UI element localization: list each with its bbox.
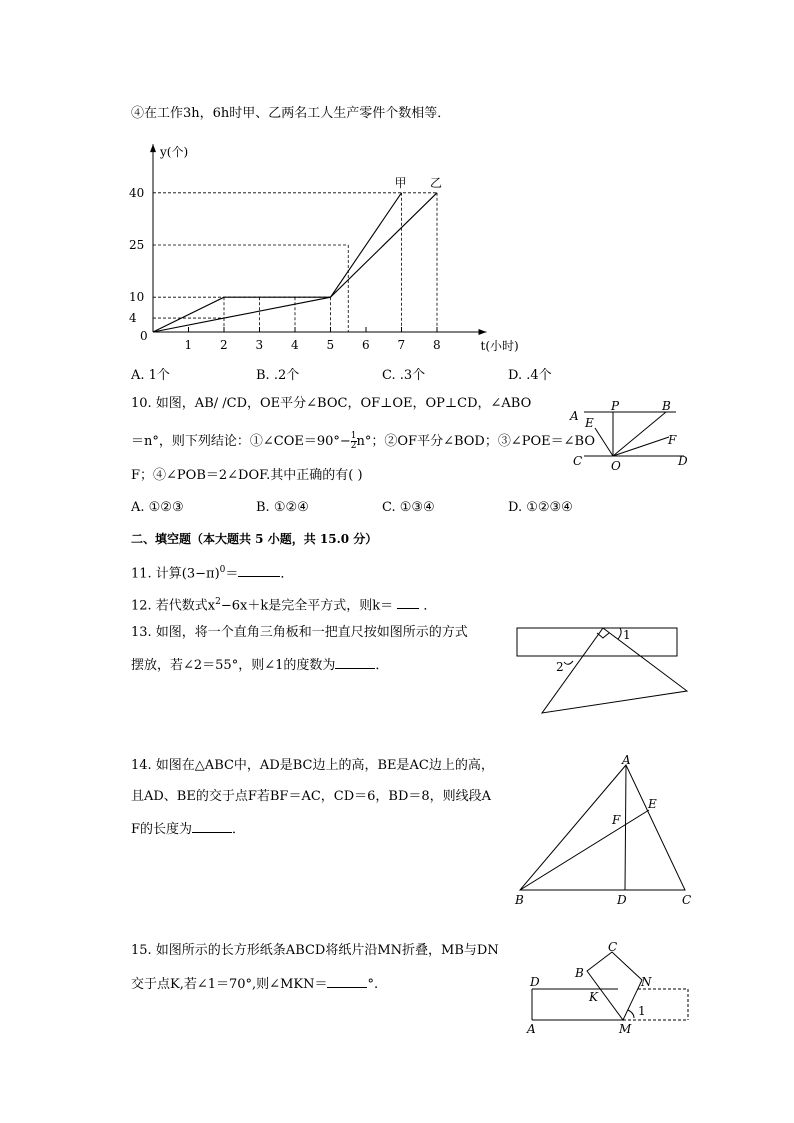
q9-statement-4: ④在工作3h，6h时甲、乙两名工人生产零件个数相等． <box>131 106 451 121</box>
q13-angle-2-label: 2 <box>556 660 564 674</box>
q12-answer-blank[interactable] <box>397 596 419 609</box>
series-label-yi: 乙 <box>430 175 443 190</box>
q9-option-a: A. 1个 <box>131 368 170 383</box>
y-tick-label: 40 <box>129 185 145 200</box>
x-tick-label: 5 <box>326 338 335 352</box>
q10-label-b: B <box>662 399 671 413</box>
q15-label-k: K <box>589 990 598 1004</box>
q13-answer-blank[interactable] <box>335 656 375 669</box>
x-tick-label: 4 <box>291 338 299 352</box>
q14-label-f: F <box>612 813 621 827</box>
q10-label-f: F <box>668 433 677 447</box>
q10-label-a: A <box>570 409 579 423</box>
q10-option-b: B. ①②④ <box>256 500 309 515</box>
x-tick-label: 6 <box>362 338 370 352</box>
q14-line-2: 且AD、BE的交于点F若BF＝AC，CD＝6，BD＝8，则线段A <box>131 789 492 804</box>
q13-figure <box>515 625 695 720</box>
x-tick-label: 1 <box>184 338 193 352</box>
q14-label-d: D <box>617 893 627 907</box>
q10-label-d: D <box>678 454 688 468</box>
q13-line-1: 13. 如图，将一个直角三角板和一把直尺按如图所示的方式 <box>131 625 468 640</box>
q15-label-a: A <box>527 1022 536 1036</box>
origin-label: 0 <box>140 329 148 343</box>
q14-line-1: 14. 如图在△ABC中，AD是BC边上的高，BE是AC边上的高， <box>131 758 494 773</box>
q9-option-b: B. .2个 <box>256 368 300 383</box>
q9-option-c: C. .3个 <box>382 368 426 383</box>
q10-label-p: P <box>611 399 620 413</box>
series-label-jia: 甲 <box>394 175 407 190</box>
q14-answer-blank[interactable] <box>192 820 232 833</box>
x-tick-label: 3 <box>255 338 264 352</box>
q10-figure <box>565 395 695 475</box>
q15-answer-blank[interactable] <box>327 975 367 988</box>
series-line-jia <box>153 193 402 332</box>
q10-label-c: C <box>573 454 583 468</box>
q14-figure <box>505 752 705 912</box>
section-2-heading: 二、填空题（本大题共 5 小题，共 15.0 分） <box>131 532 378 546</box>
q14-line-3: F的长度为 ． <box>131 822 246 837</box>
q13-angle-1-label: 1 <box>623 628 631 642</box>
q11-answer-blank[interactable] <box>238 564 280 577</box>
q14-label-a: A <box>622 753 631 767</box>
series-line-yi <box>153 193 437 332</box>
x-tick-label: 8 <box>433 338 441 352</box>
x-axis-arrow <box>479 329 487 335</box>
y-tick-label: 4 <box>129 311 137 326</box>
q10-option-d: D. ①②③④ <box>508 500 573 515</box>
x-tick-label: 7 <box>397 338 406 352</box>
y-axis-arrow <box>150 144 156 152</box>
x-axis-label: t(小时) <box>480 339 519 353</box>
q15-angle-1-label: 1 <box>638 1004 646 1018</box>
q14-label-e: E <box>648 797 657 811</box>
q15-figure <box>520 940 695 1040</box>
q13-line-2: 摆放，若∠2＝55°，则∠1的度数为 ． <box>131 658 389 673</box>
q10-line-2: ＝n°，则下列结论：①∠COE＝90°− $\frac{1}{2}$ n°；②OF平分∠BOD；③∠POE＝∠BO <box>131 431 595 451</box>
q10-option-c: C. ①③④ <box>382 500 435 515</box>
q15-label-c: C <box>608 940 618 954</box>
q15-line-2: 交于点K,若∠1＝70°,则∠MKN＝ °. <box>131 977 379 992</box>
q9-option-d: D. .4个 <box>508 368 552 383</box>
q15-label-n: N <box>641 975 652 989</box>
q10-label-e: E <box>585 416 594 430</box>
q15-label-b: B <box>575 966 584 980</box>
q15-line-1: 15. 如图所示的长方形纸条ABCD将纸片沿MN折叠，MB与DN <box>131 943 499 958</box>
x-tick-label: 2 <box>220 338 228 352</box>
q14-label-c: C <box>682 893 692 907</box>
q15-label-d: D <box>530 975 540 989</box>
q10-option-a: A. ①②③ <box>131 500 184 515</box>
q9-line-chart <box>0 0 794 400</box>
q10-line-3: F；④∠POB＝2∠DOF.其中正确的有( ) <box>131 468 363 483</box>
q11: 11. 计算$(3-\pi)^0=$ ． <box>131 565 294 582</box>
q14-label-b: B <box>515 893 524 907</box>
q10-label-o: O <box>611 459 621 473</box>
q10-line-1: 10. 如图，AB/ /CD，OE平分∠BOC，OF⊥OE，OP⊥CD，∠ABO <box>131 396 532 411</box>
y-tick-label: 25 <box>129 238 145 252</box>
q12: 12. 若代数式$x^2-6x+k$是完全平方式，则k＝ ． <box>131 597 437 614</box>
q15-label-m: M <box>619 1022 632 1036</box>
y-axis-label: y(个) <box>160 145 189 160</box>
y-tick-label: 10 <box>129 290 145 305</box>
